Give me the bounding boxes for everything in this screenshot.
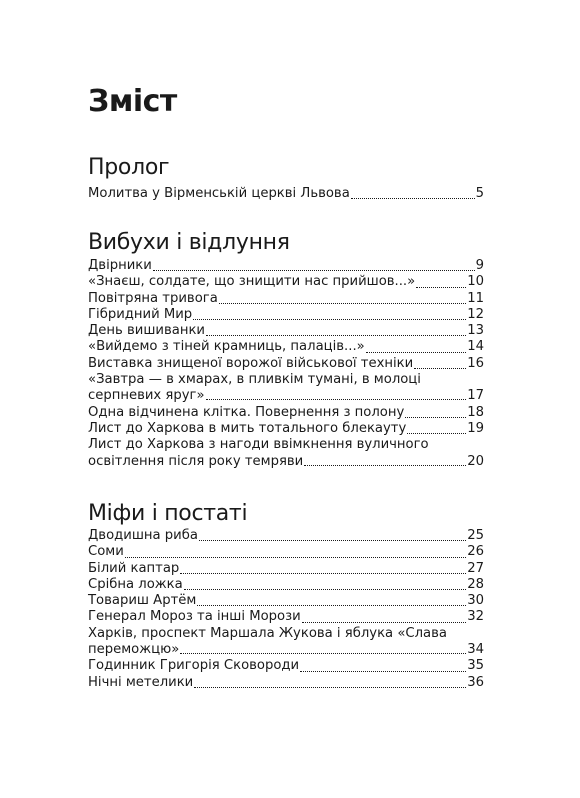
toc-entry [88, 577, 484, 593]
toc-entry-title: Товариш Артём [88, 593, 197, 609]
toc-entry-title: Двірники [88, 258, 152, 273]
dot-leader [184, 578, 467, 590]
toc-entry-page-number: 27 [467, 560, 484, 576]
dot-leader [193, 308, 466, 320]
toc-entry-title: Білий каптар [88, 560, 180, 576]
toc-entry-title: Срібна ложка [88, 576, 183, 592]
toc-entry [88, 274, 484, 290]
toc-entry-title: Гібридний Мир [88, 306, 193, 322]
toc-entry-page-number: 26 [467, 544, 484, 560]
toc-entry [88, 372, 484, 405]
toc-entry-title: Молитва у Вірменській церкві Львова [88, 186, 350, 201]
section-entries-prologue [88, 186, 484, 202]
toc-entry-title: Годинник Григорія Сковороди [88, 658, 300, 674]
toc-entry-title: Лист до Харкова в мить тотального блекауту [88, 420, 407, 436]
toc-entry [88, 186, 484, 202]
toc-entry [88, 675, 484, 691]
dot-leader [206, 388, 467, 400]
dot-leader [197, 594, 466, 606]
toc-entry [88, 323, 484, 339]
dot-leader [407, 422, 466, 434]
section-entries-explosions [88, 258, 484, 470]
dot-leader [366, 341, 467, 353]
toc-entry-page-number: 34 [467, 642, 484, 658]
dot-leader [206, 324, 466, 336]
toc-entry-page-number: 28 [467, 576, 484, 592]
toc-entry-title: Повітряна тривога [88, 290, 218, 306]
toc-entry-page-number: 11 [467, 290, 484, 306]
toc-entry [88, 291, 484, 307]
toc-entry-page-number: 13 [467, 323, 484, 339]
toc-entry [88, 356, 484, 372]
toc-entry [88, 561, 484, 577]
toc-entry-page-number: 14 [467, 339, 484, 355]
toc-entry [88, 339, 484, 355]
toc-entry [88, 609, 484, 625]
toc-entry [88, 258, 484, 274]
toc-entry-title-line: переможцю» [88, 642, 180, 658]
toc-entry [88, 405, 484, 421]
toc-entry-page-number: 9 [475, 258, 484, 273]
section-entries-myths [88, 528, 484, 691]
toc-entry-title: Виставка знищеної ворожої військової техніки [88, 355, 414, 371]
toc-entry-title-line: освітлення після року темряви [88, 453, 304, 469]
toc-entry-title-line: «Завтра — в хмарах, в пливкім тумані, в молоці [88, 372, 421, 388]
dot-leader [194, 676, 466, 688]
toc-entry [88, 528, 484, 544]
section-heading-myths: Міфи і постаті [88, 501, 248, 526]
toc-entry-title-line: Лист до Харкова з нагоди ввімкнення вуличного [88, 437, 429, 453]
section-heading-prologue: Пролог [88, 155, 170, 180]
dot-leader [405, 406, 466, 418]
toc-entry-page-number: 36 [467, 674, 484, 690]
toc-entry [88, 593, 484, 609]
toc-entry [88, 626, 484, 659]
dot-leader [219, 292, 466, 304]
toc-entry [88, 421, 484, 437]
dot-leader [153, 259, 475, 271]
dot-leader [199, 529, 466, 541]
toc-entry-page-number: 20 [467, 453, 484, 469]
dot-leader [302, 611, 467, 623]
toc-entry-page-number: 16 [467, 355, 484, 371]
toc-entry-page-number: 12 [467, 306, 484, 322]
dot-leader [416, 276, 466, 288]
toc-entry-page-number: 25 [467, 528, 484, 543]
toc-entry-page-number: 19 [467, 420, 484, 436]
toc-entry-page-number: 5 [475, 186, 484, 201]
section-heading-explosions: Вибухи і відлуння [88, 230, 290, 255]
dot-leader [351, 187, 475, 199]
toc-entry-title: «Вийдемо з тіней крамниць, палаців...» [88, 339, 365, 355]
toc-entry-title: «Знаєш, солдате, що знищити нас прийшов...» [88, 274, 416, 290]
toc-entry-page-number: 35 [467, 658, 484, 674]
toc-entry-title: Соми [88, 544, 124, 560]
toc-entry-page-number: 30 [467, 593, 484, 609]
toc-entry [88, 544, 484, 560]
toc-entry [88, 307, 484, 323]
dot-leader [300, 660, 466, 672]
toc-entry-title-line: Харків, проспект Маршала Жукова і яблука «Слава [88, 625, 447, 641]
toc-entry-title: Генерал Мороз та інші Морози [88, 609, 301, 625]
dot-leader [125, 546, 466, 558]
toc-entry [88, 658, 484, 674]
toc-entry-page-number: 10 [467, 274, 484, 290]
toc-entry-title: Дводишна риба [88, 528, 198, 543]
dot-leader [180, 642, 466, 654]
dot-leader [414, 357, 466, 369]
dot-leader [180, 562, 466, 574]
toc-entry-title: Нічні метелики [88, 674, 194, 690]
dot-leader [304, 454, 466, 466]
toc-entry-page-number: 17 [467, 388, 484, 404]
toc-entry-title: Одна відчинена клітка. Повернення з полону [88, 404, 405, 420]
toc-entry-title: День вишиванки [88, 323, 205, 339]
toc-entry-page-number: 18 [467, 404, 484, 420]
toc-entry [88, 437, 484, 470]
toc-entry-page-number: 32 [467, 609, 484, 625]
toc-title: Зміст [88, 84, 177, 119]
toc-entry-title-line: серпневих яруг» [88, 388, 205, 404]
